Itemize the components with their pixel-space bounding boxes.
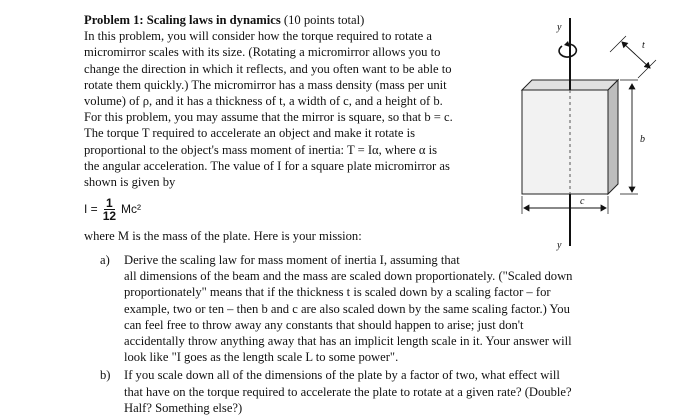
task-line: Half? Something else?) bbox=[124, 400, 243, 415]
intro-line: proportional to the object's mass moment of inertia: T = Iα, where α is bbox=[84, 142, 437, 157]
task-line: accidentally throw anything away that has an implicit length scale in it. Your answer will bbox=[124, 334, 572, 349]
task-body bbox=[124, 252, 630, 365]
thickness-extension-b bbox=[638, 60, 656, 78]
formula-numerator: 1 bbox=[106, 195, 113, 210]
intro-line: the angular acceleration. The value of I for a square plate micromirror as bbox=[84, 158, 450, 173]
inertia-formula bbox=[84, 192, 504, 226]
task-line: If you scale down all of the dimensions of the plate by a factor of two, what effect will bbox=[124, 368, 560, 383]
task-item-a bbox=[100, 252, 630, 365]
intro-line: volume) of ρ, and it has a thickness of t, a width of c, and a height of b. bbox=[84, 94, 443, 109]
task-line: that have on the torque required to accelerate the plate to rotate at a given rate? (Double? bbox=[124, 384, 572, 399]
formula-denominator: 12 bbox=[102, 208, 117, 223]
width-label: c bbox=[580, 196, 585, 207]
plate-side-face bbox=[608, 80, 618, 194]
task-list bbox=[100, 252, 630, 418]
task-label: b) bbox=[100, 368, 111, 383]
intro-line: The torque T required to accelerate an object and make it rotate is bbox=[84, 126, 416, 141]
intro-line: shown is given by bbox=[84, 175, 176, 190]
task-line: proportionately" means that if the thickness t is scaled down by a scaling factor – for bbox=[124, 285, 551, 300]
formula-lhs: I = bbox=[84, 202, 98, 217]
task-line: Derive the scaling law for mass moment of inertia I, assuming that bbox=[124, 253, 460, 267]
task-line: look like "I goes as the length scale L to some power". bbox=[124, 350, 399, 365]
mission-line: where M is the mass of the plate. Here is your mission: bbox=[84, 229, 362, 244]
task-body bbox=[124, 367, 630, 416]
task-item-b bbox=[100, 367, 630, 416]
micromirror-figure bbox=[510, 8, 680, 253]
intro-line: In this problem, you will consider how the torque required to rotate a bbox=[84, 29, 432, 44]
intro-line: For this problem, you may assume that the mirror is square, so that b = c. bbox=[84, 110, 453, 125]
formula-rhs: Mc² bbox=[121, 202, 142, 217]
thickness-label: t bbox=[642, 40, 645, 51]
task-line: all dimensions of the beam and the mass are scaled down proportionately. ("Scaled down bbox=[124, 269, 573, 284]
axis-bottom-label: y bbox=[557, 240, 562, 251]
task-line: example, two or ten – then b and c are also scaled down by the same scaling factor.) You bbox=[124, 301, 570, 316]
axis-top-label: y bbox=[557, 22, 562, 33]
plate-front-face bbox=[522, 90, 608, 194]
height-label: b bbox=[640, 134, 645, 145]
problem-title: Problem 1: Scaling laws in dynamics bbox=[84, 13, 281, 27]
intro-line: change the direction in which it reflects, and you often want to be able to bbox=[84, 61, 452, 76]
task-label: a) bbox=[100, 253, 110, 267]
intro-line: micromirror scales with its size. (Rotating a micromirror allows you to bbox=[84, 45, 441, 60]
task-line: can feel free to throw away any constants that should happen to arise; just don't bbox=[124, 317, 524, 332]
formula-fraction bbox=[101, 197, 118, 222]
intro-paragraph bbox=[84, 28, 504, 190]
problem-heading bbox=[84, 12, 504, 28]
problem-points: (10 points total) bbox=[283, 13, 365, 27]
problem-text bbox=[84, 12, 504, 244]
intro-line: rotate them quickly.) The micromirror has a mass density (mass per unit bbox=[84, 77, 447, 92]
thickness-dimension-line bbox=[622, 42, 650, 68]
